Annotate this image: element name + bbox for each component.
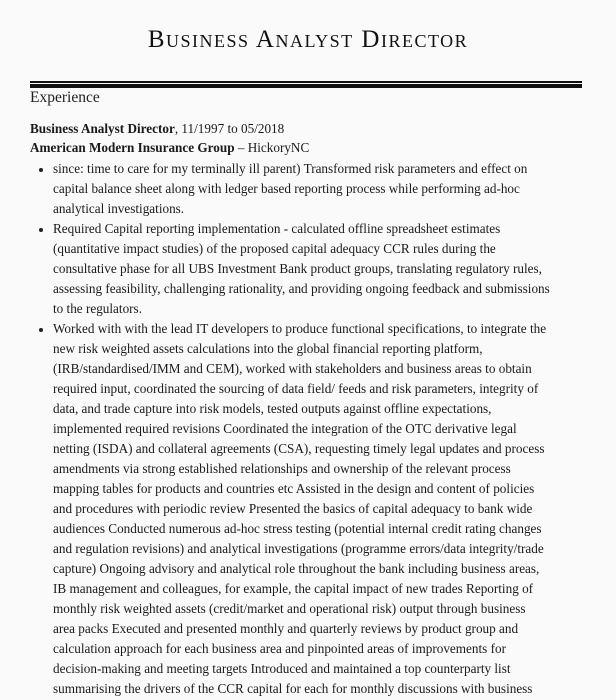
bullet-line: consultative phase for all UBS Investment Bank product groups, translating regulatory rules,: [53, 261, 542, 276]
bullet-icon: [39, 168, 43, 172]
bullet-line: Worked with with the lead IT developers to produce functional specifications, to integrate the: [53, 321, 547, 336]
bullet-line: capture) Ongoing advisory and analytical role throughout the bank including business areas,: [53, 561, 540, 576]
bullet-line: amendments via strong established relationships and ownership of the relevant process: [53, 461, 511, 476]
bullet-line: data, and trade capture into risk models, tested outputs against offline expectations,: [53, 401, 492, 416]
page-title: Business Analyst Director: [147, 26, 469, 53]
title-divider-thick: [30, 84, 582, 88]
bullet-icon: [39, 228, 43, 232]
job-title-line: [30, 119, 284, 139]
job-title: Business Analyst Director: [30, 121, 175, 136]
bullet-line: decision-making and meeting targets Introduced and maintained a top counterparty list: [53, 661, 511, 676]
job-dates: , 11/1997 to 05/2018: [174, 121, 285, 136]
bullet-icon: [39, 328, 43, 332]
bullet-line: new risk weighted assets calculations into the global financial reporting platform,: [53, 341, 483, 356]
bullet-line: mapping tables for products and countries etc Assisted in the design and content of policies: [53, 481, 535, 496]
bullet-line: and regulation revisions) and analytical investigations (programme errors/data integrity/trade: [53, 541, 544, 556]
bullet-line: assessing feasibility, challenging rationality, and providing ongoing feedback and submissions: [53, 281, 550, 296]
bullet-line: audiences Conducted numerous ad-hoc stress testing (potential internal credit rating changes: [53, 521, 542, 536]
bullet-line: implemented required revisions Coordinated the integration of the OTC derivative legal: [53, 421, 517, 436]
company-line: [30, 138, 309, 158]
bullet-line: area packs Executed and presented monthly and quarterly reviews by product group and: [53, 621, 519, 636]
company-location: – HickoryNC: [234, 140, 310, 155]
bullet-line: (IRB/standardised/IMM and CEM), worked with stakeholders and business areas to obtain: [53, 361, 532, 376]
company-name: American Modern Insurance Group: [30, 140, 235, 155]
bullet-line: capital balance sheet along with ledger based reporting process while performing ad-hoc: [53, 181, 520, 196]
title-divider-thin: [30, 81, 582, 83]
bullet-line: calculation approach for each business area and pinpointed areas of improvements for: [53, 641, 506, 656]
bullet-line: netting (ISDA) and collateral agreements (CSA), requesting timely legal updates and process: [53, 441, 545, 456]
bullet-line: Required Capital reporting implementation - calculated offline spreadsheet estimates: [53, 221, 501, 236]
bullet-line: required input, coordinated the sourcing of data field/ feeds and risk parameters, integrity of: [53, 381, 539, 396]
bullet-line: analytical investigations.: [53, 201, 185, 216]
bullet-line: monthly risk weighted assets (credit/market and operational risk) output through business: [53, 601, 526, 616]
bullet-line: to the regulators.: [53, 301, 142, 316]
bullet-line: and procedures with periodic review Presented the basics of capital adequacy to bank wide: [53, 501, 533, 516]
section-heading-experience: Experience: [30, 89, 100, 106]
bullet-line: summarising the drivers of the CCR capital for each for monthly discussions with business: [53, 681, 533, 696]
bullet-line: since: time to care for my terminally ill parent) Transformed risk parameters and effect on: [53, 161, 528, 176]
bullet-line: IB management and colleagues, for example, the capital impact of new trades Reporting of: [53, 581, 534, 596]
bullet-line: (quantitative impact studies) of the proposed capital adequacy CCR rules during the: [53, 241, 496, 256]
